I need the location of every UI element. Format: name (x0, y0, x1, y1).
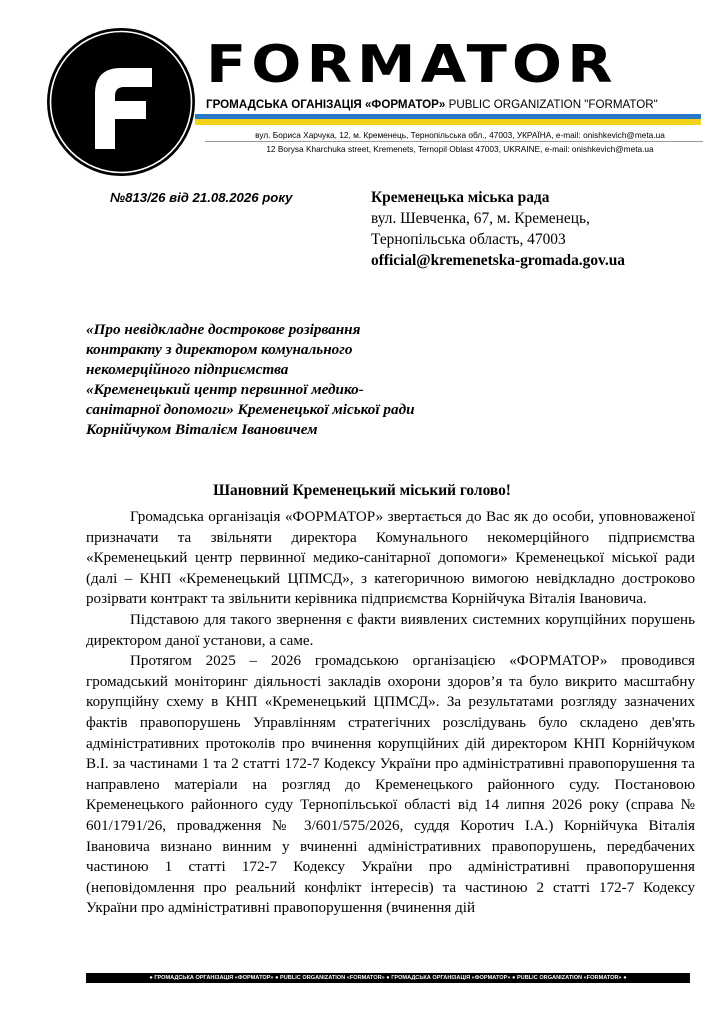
letter-reference-number: №813/26 від 21.08.2026 року (110, 190, 293, 205)
address-ua: вул. Бориса Харчука, 12, м. Кременець, Тернопільська обл., 47003, УКРАЇНА, e-mail: onishkevich@meta.ua (255, 130, 665, 140)
letter-subject (86, 320, 486, 440)
body-paragraph: Підставою для такого звернення є факти виявлених системних корупційних порушень директором даної установи, а саме. (86, 611, 695, 649)
body-paragraph: Громадська організація «ФОРМАТОР» звертається до Вас як до особи, уповноваженої призначати та звільняти директора Комунального некомерційного підприємства «Кременецький центр первинної медико-санітарної допомоги» Кременецької міської ради (далі – КНП «Кременецький ЦПМСД», з категоричною вимогою невідкладно достроково розірвати контракт та звільнити керівника підприємства Корнійчука Віталія Івановича. (86, 509, 695, 608)
body-paragraph: Протягом 2025 – 2026 громадською організацією «ФОРМАТОР» проводився громадський моніторинг діяльності закладів охорони здоров’я та було викрито масштабну корупційну схему в КНП «Кременецький ЦПМСД». За результатами розгляду зазначених фактів правопорушень Управлінням стратегічних розслідувань було складено дев'ять адміністративних протоколів про вчинення корупційних дій директором КНП Корнійчуком В.І. за частинами 1 та 2 статті 172-7 Кодексу України про адміністративні правопорушення та направлено матеріали на розгляд до Кременецького районного суду. Постановою Кременецького районного суду Тернопільської області від 14 липня 2026 року (справа № 601/1791/26, провадження № 3/601/575/2026, суддя Коротич І.А.) Корнійчука Віталія Івановича визнано винним у вчиненні адміністративних правопорушень, передбачених частиною 1 статті 172-7 Кодексу України про адміністративні правопорушення (неповідомлення про реальний конфлікт інтересів) та частиною 2 статті 172-7 Кодексу України про адміністративні правопорушення (вчинення дій (86, 653, 695, 917)
organization-name-line (206, 99, 696, 111)
address-en: 12 Borysa Kharchuka street, Kremenets, Ternopil Oblast 47003, UKRAINE, e-mail: onishkevich@meta.ua (266, 144, 654, 154)
formator-f-logo-icon (45, 26, 197, 178)
recipient-email: official@kremenetska-gromada.gov.ua (371, 252, 625, 269)
footer-band: ● ГРОМАДСЬКА ОРГАНІЗАЦІЯ «ФОРМАТОР» ● PUBLIC ORGANIZATION «FORMATOR» ● ГРОМАДСЬКА ОРГАНІЗАЦІЯ «ФОРМАТОР» ● PUBLIC ORGANIZATION «FORMATOR» ● (86, 973, 690, 983)
address-divider (205, 141, 703, 142)
subject-line: «Кременецький центр первинної медико- (86, 381, 364, 398)
subject-line: контракту з директором комунального (86, 341, 353, 358)
flag-stripe-yellow (195, 119, 701, 125)
recipient-name: Кременецька міська рада (371, 189, 550, 206)
subject-line: «Про невідкладне дострокове розірвання (86, 321, 361, 338)
organization-name-en: PUBLIC ORGANIZATION "FORMATOR" (448, 98, 658, 111)
subject-line: санітарної допомоги» Кременецької міської ради (86, 401, 415, 418)
recipient-street: вул. Шевченка, 67, м. Кременець, (371, 210, 590, 227)
subject-line: Корнійчуком Віталієм Івановичем (86, 421, 318, 438)
recipient-block (371, 187, 625, 271)
recipient-region: Тернопільська область, 47003 (371, 231, 566, 248)
letter-body (86, 507, 695, 919)
subject-line: некомерційного підприємства (86, 361, 289, 378)
brand-wordmark: FORMATOR (206, 33, 618, 95)
salutation: Шановний Кременецький міський голово! (213, 482, 511, 499)
organization-name-ua: ГРОМАДСЬКА ОГАНІЗАЦІЯ «ФОРМАТОР» (206, 98, 446, 111)
